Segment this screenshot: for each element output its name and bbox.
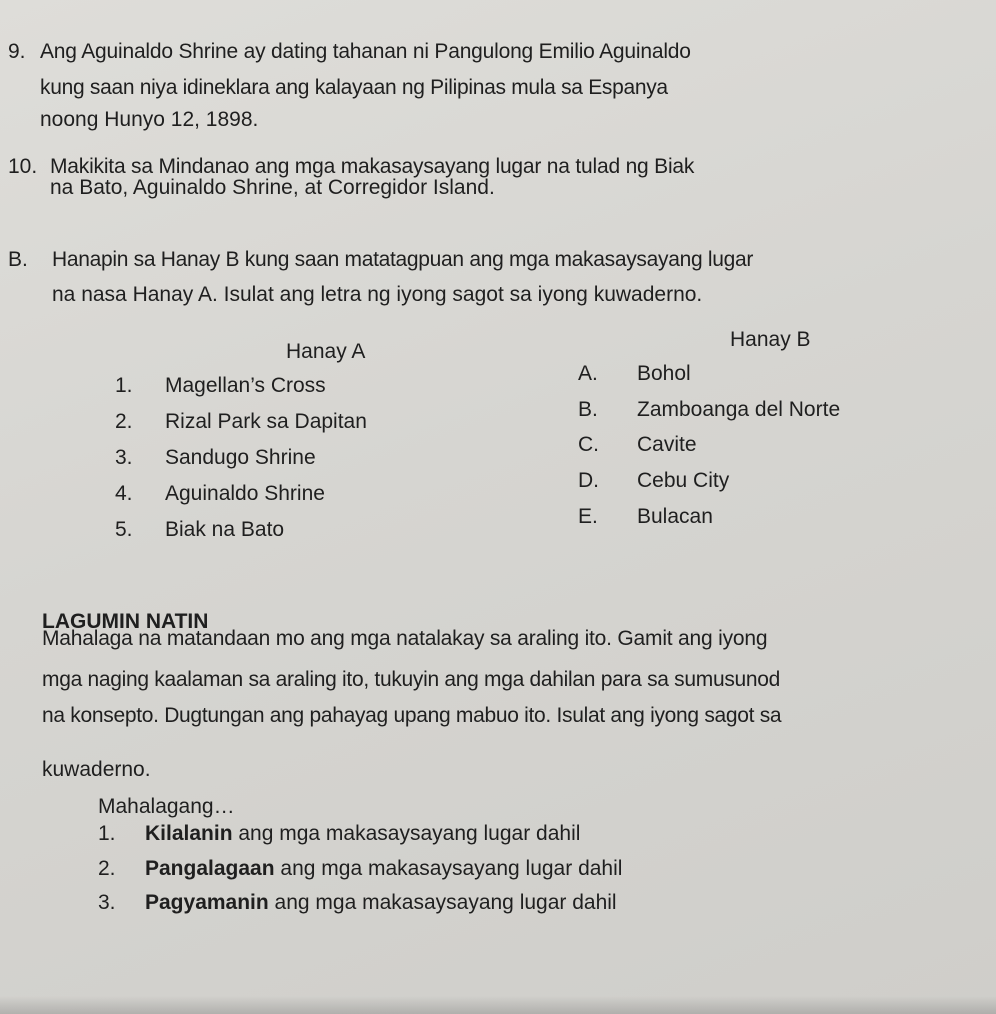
lagumin-title: LAGUMIN NATIN [42,610,209,633]
page-edge-shadow [0,996,996,1014]
lagumin-item [145,822,580,846]
hanay-b-item: Bulacan [637,505,713,528]
section-b-instruction: Hanapin sa Hanay B kung saan matatagpuan ang mga makasaysayang lugar [52,248,754,271]
lagumin-paragraph-line: Mahalaga na matandaan mo ang mga natalakay sa araling ito. Gamit ang iyong [42,627,768,650]
hanay-a-num: 1. [115,374,133,397]
lagumin-paragraph-line: mga naging kaalaman sa araling ito, tukuyin ang mga dahilan para sa sumusunod [42,668,781,691]
hanay-a-num: 3. [115,446,133,469]
lagumin-lead: Mahalagang… [98,795,235,818]
lagumin-item [145,857,622,881]
item-10-line: na Bato, Aguinaldo Shrine, at Corregidor Island. [50,176,495,199]
hanay-b-letter: D. [578,469,599,492]
hanay-a-item: Magellan’s Cross [165,374,326,397]
item-10-line: Makikita sa Mindanao ang mga makasaysayang lugar na tulad ng Biak [50,155,695,178]
lagumin-item-text: ang mga makasaysayang lugar dahil [232,822,581,845]
item-number: 9. [8,40,26,63]
lagumin-num: 1. [98,822,116,845]
lagumin-num: 2. [98,857,116,880]
hanay-a-item: Biak na Bato [165,518,285,541]
hanay-a-num: 4. [115,482,133,505]
lagumin-paragraph-line: kuwaderno. [42,758,151,781]
hanay-b-letter: A. [578,362,598,385]
hanay-a-num: 2. [115,410,133,433]
item-9-line: kung saan niya idineklara ang kalayaan ng Pilipinas mula sa Espanya [40,76,668,99]
lagumin-keyword: Pangalagaan [145,857,275,880]
lagumin-keyword: Kilalanin [145,822,233,845]
hanay-a-item: Rizal Park sa Dapitan [165,410,367,433]
hanay-b-item: Cavite [637,433,697,456]
item-9-line: noong Hunyo 12, 1898. [40,108,259,131]
hanay-b-letter: E. [578,505,598,528]
hanay-b-item: Bohol [637,362,691,385]
item-9-line: Ang Aguinaldo Shrine ay dating tahanan ni Pangulong Emilio Aguinaldo [40,40,691,63]
lagumin-paragraph-line: na konsepto. Dugtungan ang pahayag upang mabuo ito. Isulat ang iyong sagot sa [42,704,782,727]
hanay-b-item: Zamboanga del Norte [637,398,841,421]
hanay-a-item: Sandugo Shrine [165,446,316,469]
hanay-b-letter: C. [578,433,599,456]
section-letter: B. [8,248,28,271]
lagumin-keyword: Pagyamanin [145,891,269,914]
hanay-b-title: Hanay B [730,328,811,351]
lagumin-item-text: ang mga makasaysayang lugar dahil [268,891,617,914]
item-number: 10. [8,155,38,178]
hanay-a-item: Aguinaldo Shrine [165,482,325,505]
hanay-b-item: Cebu City [637,469,730,492]
lagumin-item [145,891,617,915]
hanay-b-letter: B. [578,398,598,421]
hanay-a-num: 5. [115,518,133,541]
hanay-a-title: Hanay A [286,340,366,363]
lagumin-num: 3. [98,891,116,914]
section-b-instruction: na nasa Hanay A. Isulat ang letra ng iyong sagot sa iyong kuwaderno. [52,283,703,306]
lagumin-item-text: ang mga makasaysayang lugar dahil [274,857,623,880]
